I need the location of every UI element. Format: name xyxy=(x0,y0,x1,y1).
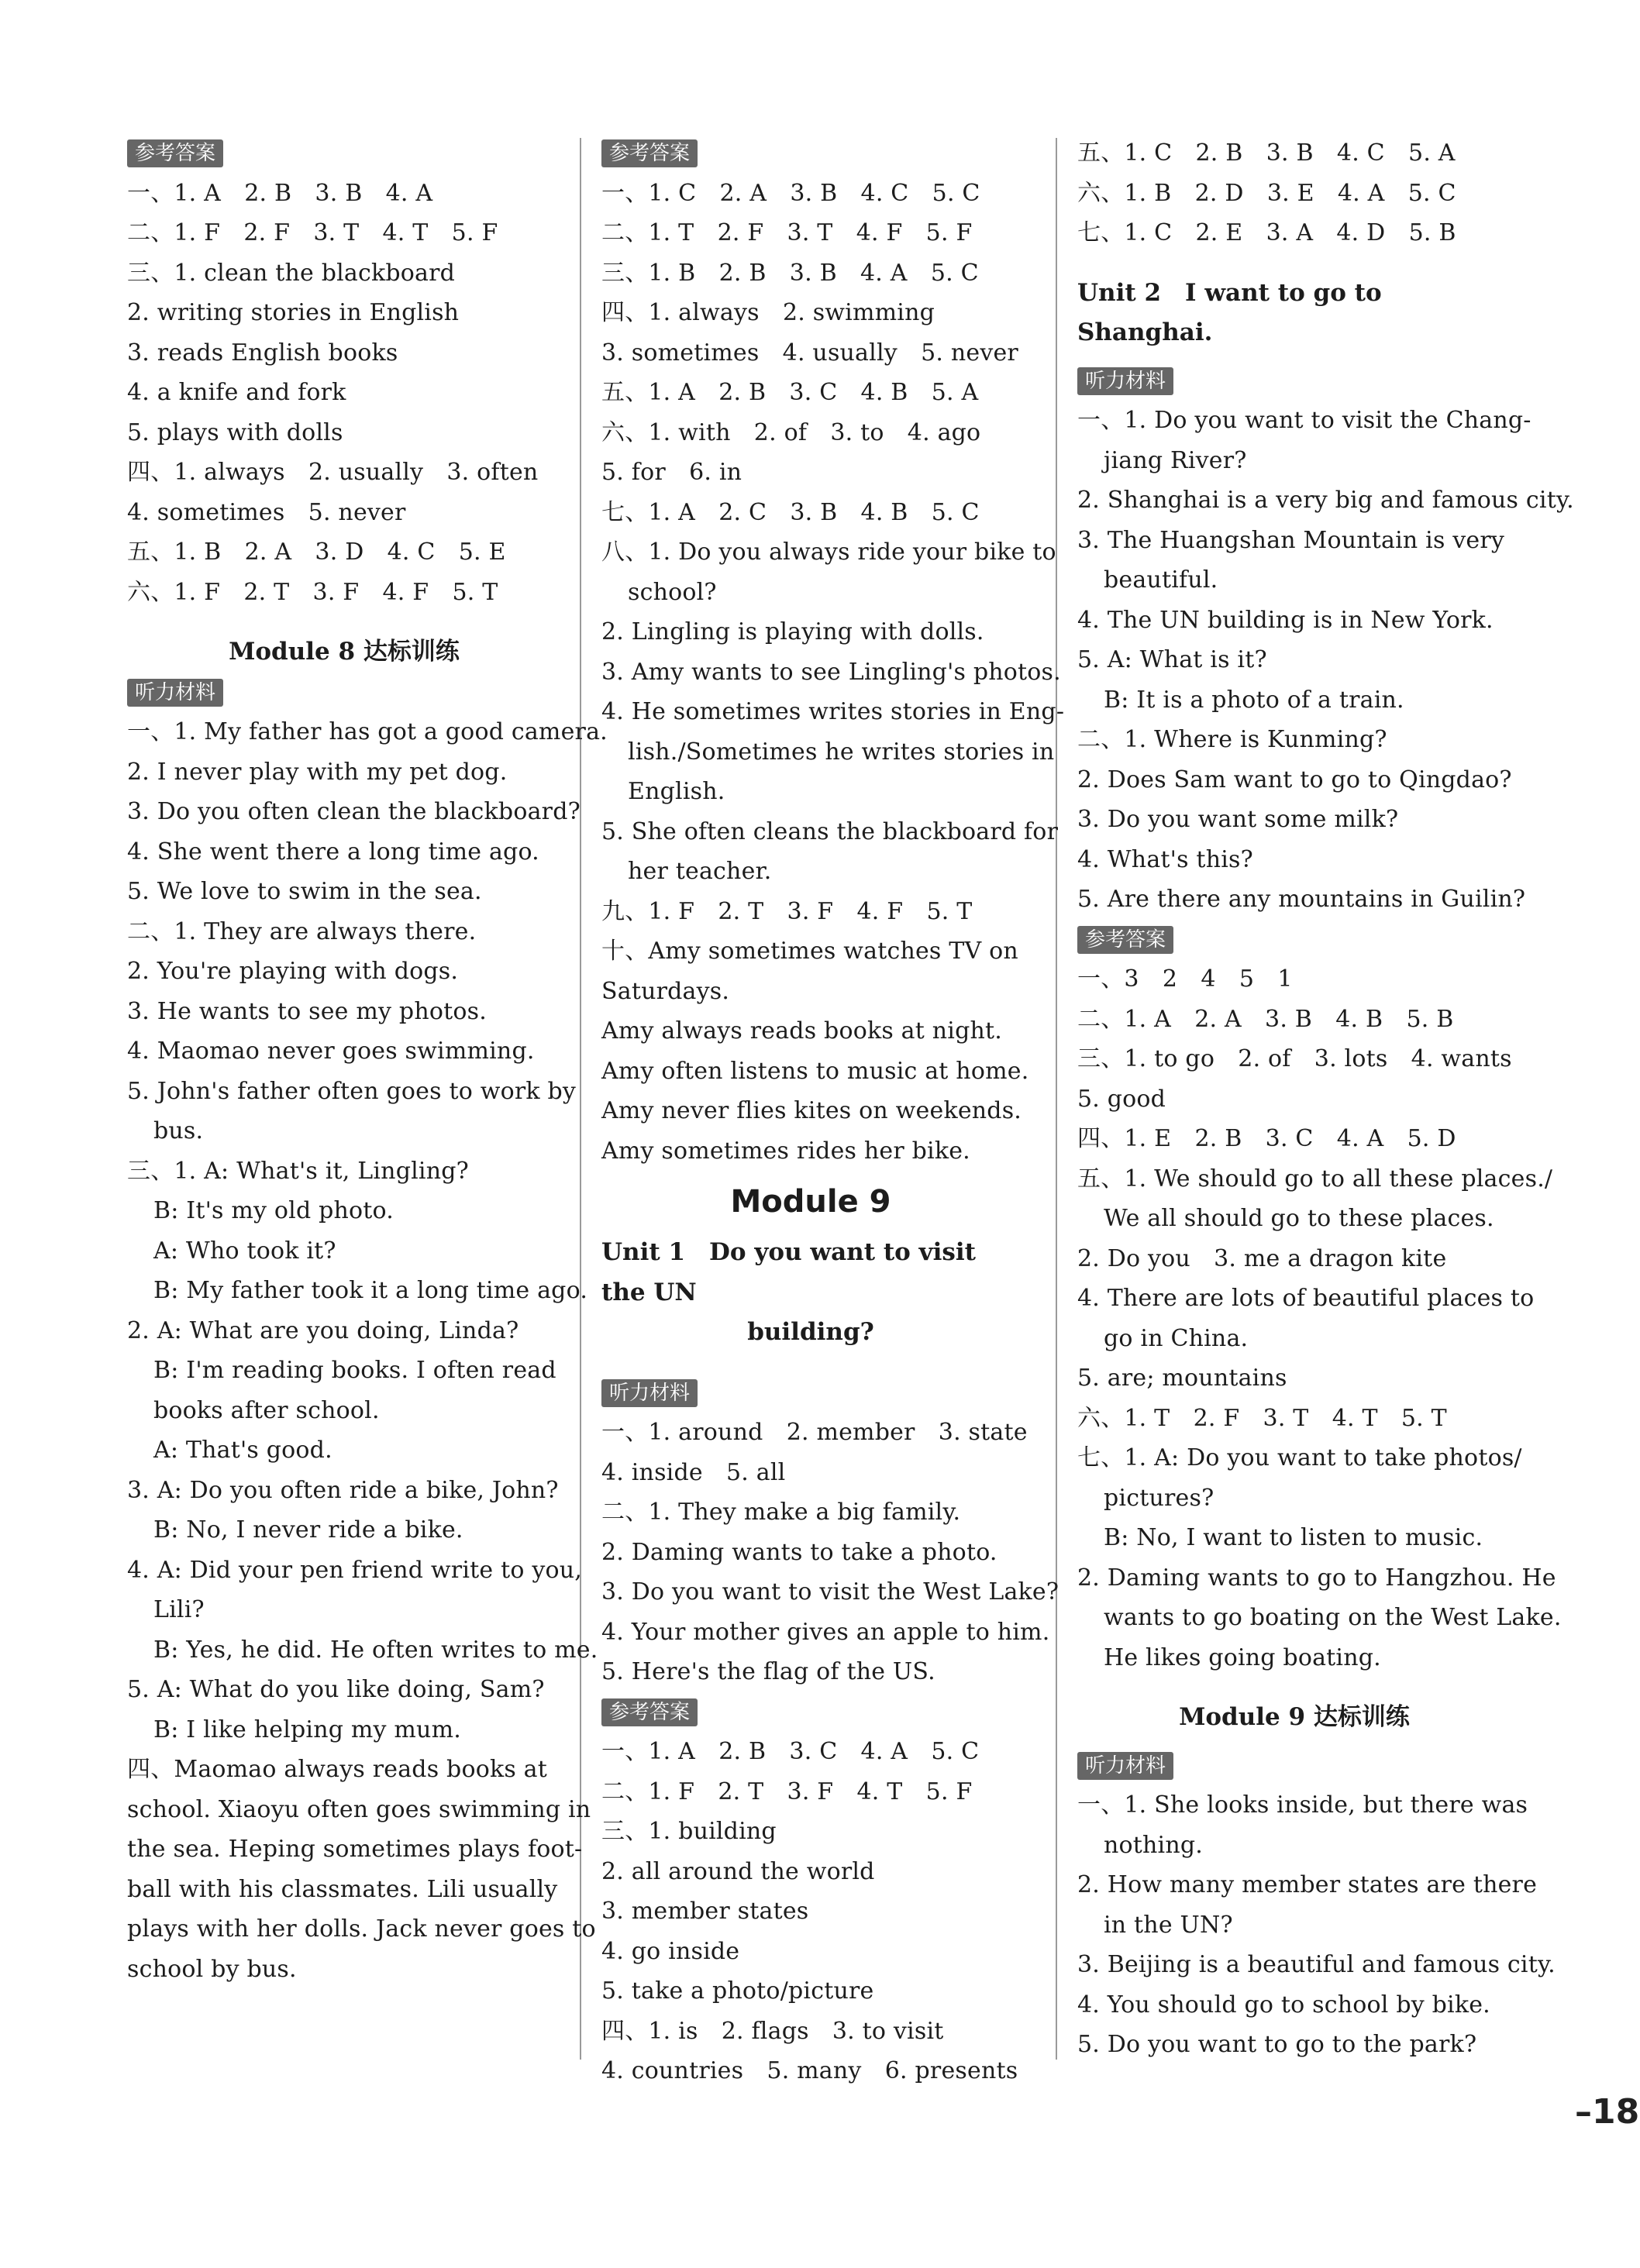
text-line: 2. Daming wants to take a photo. xyxy=(601,1538,997,1566)
unit1-title xyxy=(601,1233,1020,1353)
text-line: A: That's good. xyxy=(153,1437,332,1464)
text-line: 六、1. T 2. F 3. T 4. T 5. T xyxy=(1077,1404,1447,1432)
text-line: 2. A: What are you doing, Linda? xyxy=(127,1316,519,1344)
text-line: English. xyxy=(628,778,725,805)
text-line: 二、1. They make a big family. xyxy=(601,1499,961,1526)
text-line: We all should go to these places. xyxy=(1104,1205,1494,1232)
text-line: 4. go inside xyxy=(601,1937,740,1965)
text-line: ball with his classmates. Lili usually xyxy=(127,1875,558,1903)
text-line: A: Who took it? xyxy=(153,1237,336,1265)
column-divider-right xyxy=(1056,138,1057,2060)
text-line: 五、1. A 2. B 3. C 4. B 5. A xyxy=(601,379,979,406)
text-line: 七、1. A 2. C 3. B 4. B 5. C xyxy=(601,498,980,526)
listening-label: 听力材料 xyxy=(1077,1752,1173,1780)
text-line: in the UN? xyxy=(1104,1911,1233,1939)
text-line: 四、Maomao always reads books at xyxy=(127,1756,548,1783)
text-line: 三、1. building xyxy=(601,1818,777,1845)
text-line: B: No, I never ride a bike. xyxy=(153,1516,463,1544)
text-line: 5. Are there any mountains in Guilin? xyxy=(1077,886,1526,913)
text-line: 三、1. A: What's it, Lingling? xyxy=(127,1157,469,1185)
text-line: 五、1. We should go to all these places./ xyxy=(1077,1165,1553,1193)
answers-list xyxy=(601,1732,1020,2091)
answers-label: 参考答案 xyxy=(601,139,698,167)
answers-list xyxy=(601,174,1065,1172)
text-line: He likes going boating. xyxy=(1104,1643,1381,1671)
column-3 xyxy=(1077,133,1574,2065)
text-line: beautiful. xyxy=(1104,566,1218,594)
text-line: Amy sometimes rides her bike. xyxy=(601,1137,970,1165)
text-line: 3. Amy wants to see Lingling's photos. xyxy=(601,658,1061,686)
text-line: school. Xiaoyu often goes swimming in xyxy=(127,1795,591,1823)
text-line: 2. Does Sam want to go to Qingdao? xyxy=(1077,766,1512,793)
listening-label: 听力材料 xyxy=(127,679,223,707)
text-line: Amy always reads books at night. xyxy=(601,1017,1002,1045)
text-line: B: It's my old photo. xyxy=(153,1197,394,1224)
listening-label: 听力材料 xyxy=(601,1379,698,1407)
text-line: 5. We love to swim in the sea. xyxy=(127,878,482,905)
text-line: 4. sometimes 5. never xyxy=(127,498,406,526)
text-line: 3. Beijing is a beautiful and famous city. xyxy=(1077,1951,1556,1978)
text-line: B: It is a photo of a train. xyxy=(1104,686,1404,714)
text-line: 5. take a photo/picture xyxy=(601,1977,874,2005)
text-line: 3. reads English books xyxy=(127,339,398,367)
text-line: 5. good xyxy=(1077,1085,1166,1113)
text-line: 一、1. My father has got a good camera. xyxy=(127,718,608,745)
text-line: 2. Lingling is playing with dolls. xyxy=(601,618,984,645)
text-line: 二、1. They are always there. xyxy=(127,917,477,945)
text-line: 2. You're playing with dogs. xyxy=(127,958,459,985)
text-line: B: I'm reading books. I often read xyxy=(153,1357,556,1384)
text-line: 七、1. C 2. E 3. A 4. D 5. B xyxy=(1077,219,1456,246)
text-line: bus. xyxy=(153,1117,204,1144)
text-line: books after school. xyxy=(153,1396,380,1424)
text-line: school? xyxy=(628,578,717,606)
text-line: 2. Daming wants to go to Hangzhou. He xyxy=(1077,1564,1556,1592)
text-line: 4. The UN building is in New York. xyxy=(1077,606,1494,634)
text-line: 2. How many member states are there xyxy=(1077,1871,1538,1898)
text-line: 3. He wants to see my photos. xyxy=(127,997,487,1025)
text-line: 3. Do you want some milk? xyxy=(1077,806,1399,833)
text-line: 一、1. around 2. member 3. state xyxy=(601,1419,1028,1446)
text-line: 一、1. She looks inside, but there was xyxy=(1077,1791,1528,1819)
text-line: 四、1. always 2. usually 3. often xyxy=(127,459,539,486)
text-line: lish./Sometimes he writes stories in xyxy=(628,738,1055,766)
text-line: 4. A: Did your pen friend write to you, xyxy=(127,1556,583,1584)
text-line: plays with her dolls. Jack never goes to xyxy=(127,1915,596,1943)
text-line: 五、1. C 2. B 3. B 4. C 5. A xyxy=(1077,139,1456,167)
text-line: 二、1. F 2. T 3. F 4. T 5. F xyxy=(601,1778,973,1805)
text-line: 5. A: What do you like doing, Sam? xyxy=(127,1676,545,1703)
text-line: 3. The Huangshan Mountain is very xyxy=(1077,526,1505,554)
column-1 xyxy=(127,133,608,1989)
listening-list xyxy=(601,1413,1059,1692)
answers-list xyxy=(1077,133,1511,253)
text-line: 八、1. Do you always ride your bike to xyxy=(601,539,1056,566)
column-2 xyxy=(601,133,1065,2091)
unit1-title-line2: building? xyxy=(747,1318,874,1346)
unit2-title: Unit 2 I want to go to Shanghai. xyxy=(1077,278,1382,346)
text-line: the sea. Heping sometimes plays foot- xyxy=(127,1836,583,1863)
text-line: 4. You should go to school by bike. xyxy=(1077,1991,1490,2018)
answers-label: 参考答案 xyxy=(127,139,223,167)
text-line: 十、Amy sometimes watches TV on xyxy=(601,938,1018,965)
text-line: 4. Your mother gives an apple to him. xyxy=(601,1618,1050,1646)
text-line: B: No, I want to listen to music. xyxy=(1104,1524,1483,1551)
text-line: 二、1. A 2. A 3. B 4. B 5. B xyxy=(1077,1005,1454,1033)
text-line: 3. A: Do you often ride a bike, John? xyxy=(127,1476,559,1504)
text-line: 3. sometimes 4. usually 5. never xyxy=(601,339,1018,367)
text-line: 2. Do you 3. me a dragon kite xyxy=(1077,1244,1447,1272)
text-line: nothing. xyxy=(1104,1831,1204,1859)
answers-list xyxy=(127,174,561,613)
text-line: 4. countries 5. many 6. presents xyxy=(601,2057,1018,2084)
text-line: 四、1. always 2. swimming xyxy=(601,299,935,326)
text-line: 4. inside 5. all xyxy=(601,1458,786,1486)
text-line: 一、1. C 2. A 3. B 4. C 5. C xyxy=(601,179,980,207)
text-line: 一、1. A 2. B 3. C 4. A 5. C xyxy=(601,1738,980,1765)
text-line: 5. are; mountains xyxy=(1077,1365,1287,1392)
text-line: 一、3 2 4 5 1 xyxy=(1077,965,1293,993)
text-line: 五、1. B 2. A 3. D 4. C 5. E xyxy=(127,539,506,566)
text-line: 4. What's this? xyxy=(1077,845,1253,873)
column-divider-left xyxy=(580,138,581,2060)
text-line: 3. Do you often clean the blackboard? xyxy=(127,798,581,825)
text-line: Saturdays. xyxy=(601,977,730,1005)
text-line: 3. Do you want to visit the West Lake? xyxy=(601,1578,1059,1605)
module9-practice-title: Module 9 达标训练 xyxy=(1179,1703,1410,1731)
text-line: 4. She went there a long time ago. xyxy=(127,838,539,866)
text-line: 三、1. clean the blackboard xyxy=(127,259,456,287)
text-line: 4. He sometimes writes stories in Eng- xyxy=(601,698,1065,725)
text-line: 六、1. F 2. T 3. F 4. F 5. T xyxy=(127,578,498,606)
text-line: 2. I never play with my pet dog. xyxy=(127,758,508,786)
text-line: 2. all around the world xyxy=(601,1857,875,1885)
text-line: school by bus. xyxy=(127,1955,297,1983)
listening-label: 听力材料 xyxy=(1077,367,1173,395)
text-line: jiang River? xyxy=(1104,446,1247,474)
text-line: her teacher. xyxy=(628,858,772,885)
text-line: 二、1. Where is Kunming? xyxy=(1077,726,1387,753)
text-line: 4. There are lots of beautiful places to xyxy=(1077,1285,1535,1312)
module9-title: Module 9 xyxy=(730,1184,891,1220)
text-line: 三、1. to go 2. of 3. lots 4. wants xyxy=(1077,1045,1512,1072)
text-line: 5. Do you want to go to the park? xyxy=(1077,2031,1477,2058)
listening-list xyxy=(127,712,608,1989)
text-line: 5. She often cleans the blackboard for xyxy=(601,817,1059,845)
text-line: B: My father took it a long time ago. xyxy=(153,1277,588,1304)
text-line: 一、1. A 2. B 3. B 4. A xyxy=(127,179,433,207)
answers-label: 参考答案 xyxy=(1077,926,1173,954)
text-line: B: Yes, he did. He often writes to me. xyxy=(153,1636,598,1664)
text-line: 5. for 6. in xyxy=(601,459,742,486)
text-line: 三、1. B 2. B 3. B 4. A 5. C xyxy=(601,259,979,287)
text-line: 2. writing stories in English xyxy=(127,299,460,326)
text-line: 一、1. Do you want to visit the Chang- xyxy=(1077,407,1531,434)
text-line: Amy often listens to music at home. xyxy=(601,1057,1029,1085)
listening-list xyxy=(1077,1785,1556,2065)
answers-label: 参考答案 xyxy=(601,1698,698,1726)
text-line: Lili? xyxy=(153,1596,205,1623)
unit1-title-line1: Unit 1 Do you want to visit the UN xyxy=(601,1238,976,1306)
page-number: –18 xyxy=(1575,2092,1640,2132)
text-line: 5. Here's the flag of the US. xyxy=(601,1658,935,1685)
text-line: 七、1. A: Do you want to take photos/ xyxy=(1077,1444,1522,1471)
text-line: 4. Maomao never goes swimming. xyxy=(127,1038,535,1065)
text-line: 3. member states xyxy=(601,1898,809,1925)
text-line: 四、1. E 2. B 3. C 4. A 5. D xyxy=(1077,1125,1456,1152)
text-line: 5. A: What is it? xyxy=(1077,646,1267,673)
text-line: B: I like helping my mum. xyxy=(153,1716,461,1743)
module8-title: Module 8 达标训练 xyxy=(229,638,460,666)
text-line: 4. a knife and fork xyxy=(127,379,346,406)
text-line: 九、1. F 2. T 3. F 4. F 5. T xyxy=(601,897,973,925)
text-line: 2. Shanghai is a very big and famous city. xyxy=(1077,487,1574,514)
text-line: go in China. xyxy=(1104,1324,1249,1352)
text-line: 5. plays with dolls xyxy=(127,418,343,446)
text-line: 二、1. T 2. F 3. T 4. F 5. F xyxy=(601,219,973,246)
text-line: pictures? xyxy=(1104,1484,1214,1512)
listening-list xyxy=(1077,401,1574,920)
text-line: 四、1. is 2. flags 3. to visit xyxy=(601,2017,944,2045)
text-line: 六、1. B 2. D 3. E 4. A 5. C xyxy=(1077,179,1456,207)
answers-list xyxy=(1077,959,1562,1678)
text-line: wants to go boating on the West Lake. xyxy=(1104,1604,1562,1631)
text-line: 5. John's father often goes to work by xyxy=(127,1077,577,1105)
text-line: Amy never flies kites on weekends. xyxy=(601,1097,1022,1124)
text-line: 六、1. with 2. of 3. to 4. ago xyxy=(601,418,981,446)
text-line: 二、1. F 2. F 3. T 4. T 5. F xyxy=(127,219,498,246)
